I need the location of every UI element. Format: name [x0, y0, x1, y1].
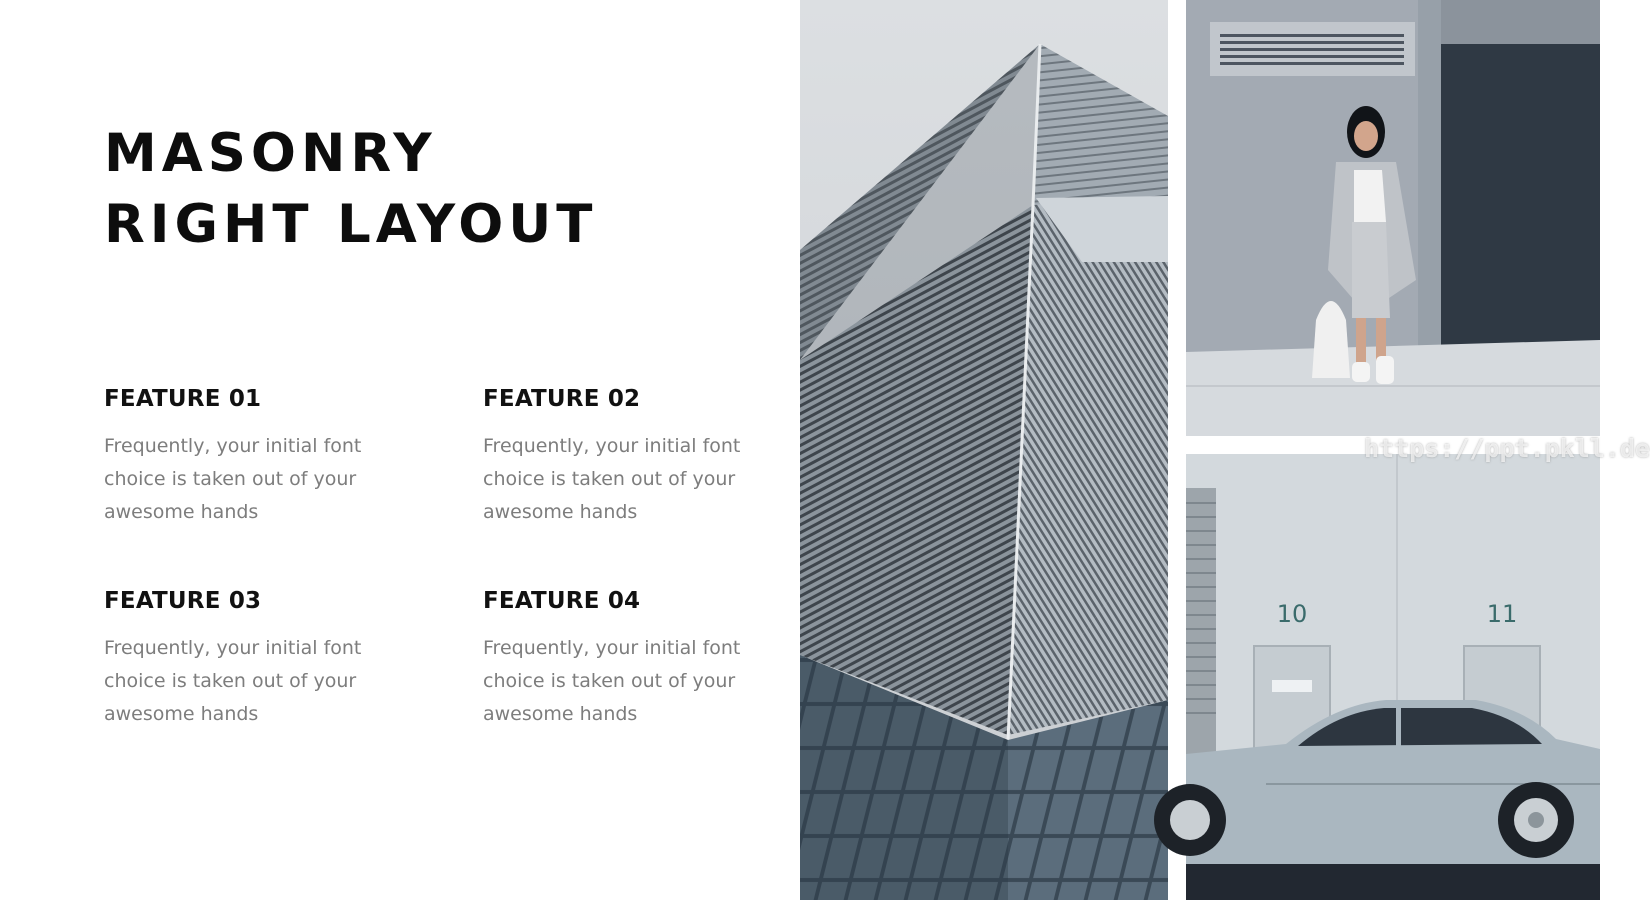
feature-title: FEATURE 03 — [104, 588, 262, 614]
feature-03 — [104, 586, 404, 731]
feature-01 — [104, 384, 404, 529]
feature-description: Frequently, your initial font choice is taken out of your awesome hands — [104, 435, 362, 523]
feature-title: FEATURE 04 — [483, 588, 641, 614]
woman-photo — [1186, 0, 1600, 436]
watermark-text: https://ppt.pkll.de — [1364, 434, 1650, 463]
title-line-1: MASONRY — [104, 123, 437, 184]
title-line-2: RIGHT LAYOUT — [104, 194, 598, 255]
building-photo — [800, 0, 1168, 900]
slide-title — [104, 118, 597, 260]
feature-description: Frequently, your initial font choice is taken out of your awesome hands — [104, 637, 362, 725]
feature-title: FEATURE 02 — [483, 386, 641, 412]
car-photo — [1186, 454, 1600, 900]
feature-04 — [483, 586, 783, 731]
feature-02 — [483, 384, 783, 529]
feature-description: Frequently, your initial font choice is taken out of your awesome hands — [483, 637, 741, 725]
feature-title: FEATURE 01 — [104, 386, 262, 412]
feature-description: Frequently, your initial font choice is taken out of your awesome hands — [483, 435, 741, 523]
door-number-11: 11 — [1486, 600, 1518, 628]
door-number-10: 10 — [1276, 600, 1308, 628]
